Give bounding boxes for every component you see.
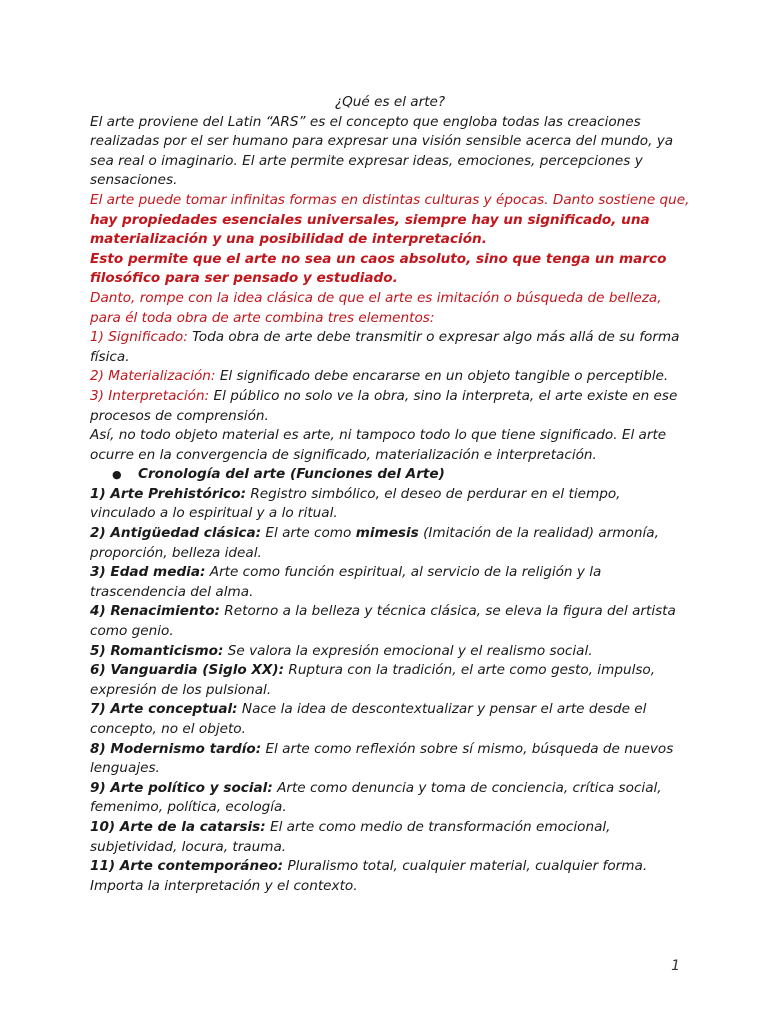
danto-paragraph-1 xyxy=(90,191,690,250)
element-label: 3) Interpretación: xyxy=(90,387,210,404)
chronology-label: 3) Edad media: xyxy=(90,564,206,581)
chronology-emphasis: mimesis xyxy=(355,525,419,542)
page-title: ¿Qué es el arte? xyxy=(334,94,446,110)
bullet-heading-text: Cronología del arte (Funciones del Arte) xyxy=(138,466,445,483)
chronology-label: 11) Arte contemporáneo: xyxy=(90,858,284,875)
chronology-item-7 xyxy=(90,700,690,739)
chronology-label: 8) Modernismo tardío: xyxy=(90,740,262,757)
element-materializacion xyxy=(90,367,690,387)
chronology-text: El arte como reflexión sobre sí mismo, búsqueda de nuevos lenguajes. xyxy=(90,740,674,777)
chronology-text: Arte como denuncia y toma de conciencia, crítica social, femenimo, política, ecología. xyxy=(90,779,662,816)
page-number: 1 xyxy=(671,958,680,974)
chronology-text: Registro simbólico, el deseo de perdurar en el tiempo, vinculado a lo espiritual y a lo ritual. xyxy=(90,485,621,522)
chronology-label: 4) Renacimiento: xyxy=(90,603,220,620)
chronology-item-6 xyxy=(90,661,690,700)
danto-paragraph-3: Danto, rompe con la idea clásica de que el arte es imitación o búsqueda de belleza, para él toda obra de arte combina tres elementos: xyxy=(90,289,662,326)
chronology-item-5 xyxy=(90,642,690,662)
chronology-label: 1) Arte Prehistórico: xyxy=(90,485,247,502)
chronology-item-11 xyxy=(90,857,690,896)
chronology-text: El arte como xyxy=(261,525,356,542)
danto-p1-text: El arte puede tomar infinitas formas en distintas culturas y épocas. Danto sostiene que, xyxy=(90,191,690,208)
element-text: Toda obra de arte debe transmitir o expresar algo más allá de su forma física. xyxy=(90,329,680,365)
chronology-label: 10) Arte de la catarsis: xyxy=(90,818,266,835)
element-label: 1) Significado: xyxy=(90,329,188,346)
element-text: El significado debe encararse en un objeto tangible o perceptible. xyxy=(215,368,669,385)
chronology-item-4 xyxy=(90,602,690,641)
chronology-item-1 xyxy=(90,485,690,524)
chronology-label: 6) Vanguardia (Siglo XX): xyxy=(90,662,285,679)
danto-p1-bold: hay propiedades esenciales universales, siempre hay un significado, una materialización y una posibilidad de interpretación. xyxy=(90,211,650,248)
chronology-item-3 xyxy=(90,563,690,602)
bullet-icon: ● xyxy=(112,468,122,482)
chronology-label: 7) Arte conceptual: xyxy=(90,701,238,718)
chronology-label: 5) Romanticismo: xyxy=(90,642,224,659)
element-label: 2) Materialización: xyxy=(90,368,216,385)
chronology-text: Nace la idea de descontextualizar y pensar el arte desde el concepto, no el objeto. xyxy=(90,701,647,737)
chronology-item-8 xyxy=(90,740,690,779)
document-body xyxy=(90,93,690,896)
intro-paragraph: El arte proviene del Latin “ARS” es el concepto que engloba todas las creaciones realizadas por el ser humano para expresar una visión sensible acerca del mundo, ya sea real o imaginario. El arte permite expresar ideas, emociones, percepciones y sensaciones. xyxy=(90,113,674,189)
chronology-text: Pluralismo total, cualquier material, cualquier forma. Importa la interpretación y el contexto. xyxy=(90,858,648,894)
chronology-label: 2) Antigüedad clásica: xyxy=(90,525,262,542)
chronology-text: El arte como medio de transformación emocional, subjetividad, locura, trauma. xyxy=(90,818,611,855)
chronology-text: (Imitación de la realidad) armonía, proporción, belleza ideal. xyxy=(90,525,659,561)
chronology-item-9 xyxy=(90,779,690,818)
chronology-text: Ruptura con la tradición, el arte como gesto, impulso, expresión de los pulsional. xyxy=(90,662,656,698)
chronology-item-10 xyxy=(90,818,690,857)
danto-paragraph-2 xyxy=(90,250,690,289)
chronology-label: 9) Arte político y social: xyxy=(90,779,273,796)
danto-p2-bold: Esto permite que el arte no sea un caos absoluto, sino que tenga un marco filosófico para ser pensado y estudiado. xyxy=(90,250,667,287)
bullet-heading xyxy=(112,465,690,485)
chronology-text: Arte como función espiritual, al servicio de la religión y la trascendencia del alma. xyxy=(90,564,602,600)
element-significado xyxy=(90,328,690,367)
conclusion-paragraph: Así, no todo objeto material es arte, ni tampoco todo lo que tiene significado. El arte ocurre en la convergencia de significado, materialización e interpretación. xyxy=(90,427,667,463)
element-interpretacion xyxy=(90,387,690,426)
element-text: El público no solo ve la obra, sino la interpreta, el arte existe en ese procesos de comprensión. xyxy=(90,387,678,424)
chronology-text: Se valora la expresión emocional y el realismo social. xyxy=(223,642,593,659)
chronology-text: Retorno a la belleza y técnica clásica, se eleva la figura del artista como genio. xyxy=(90,603,676,640)
chronology-item-2 xyxy=(90,524,690,563)
